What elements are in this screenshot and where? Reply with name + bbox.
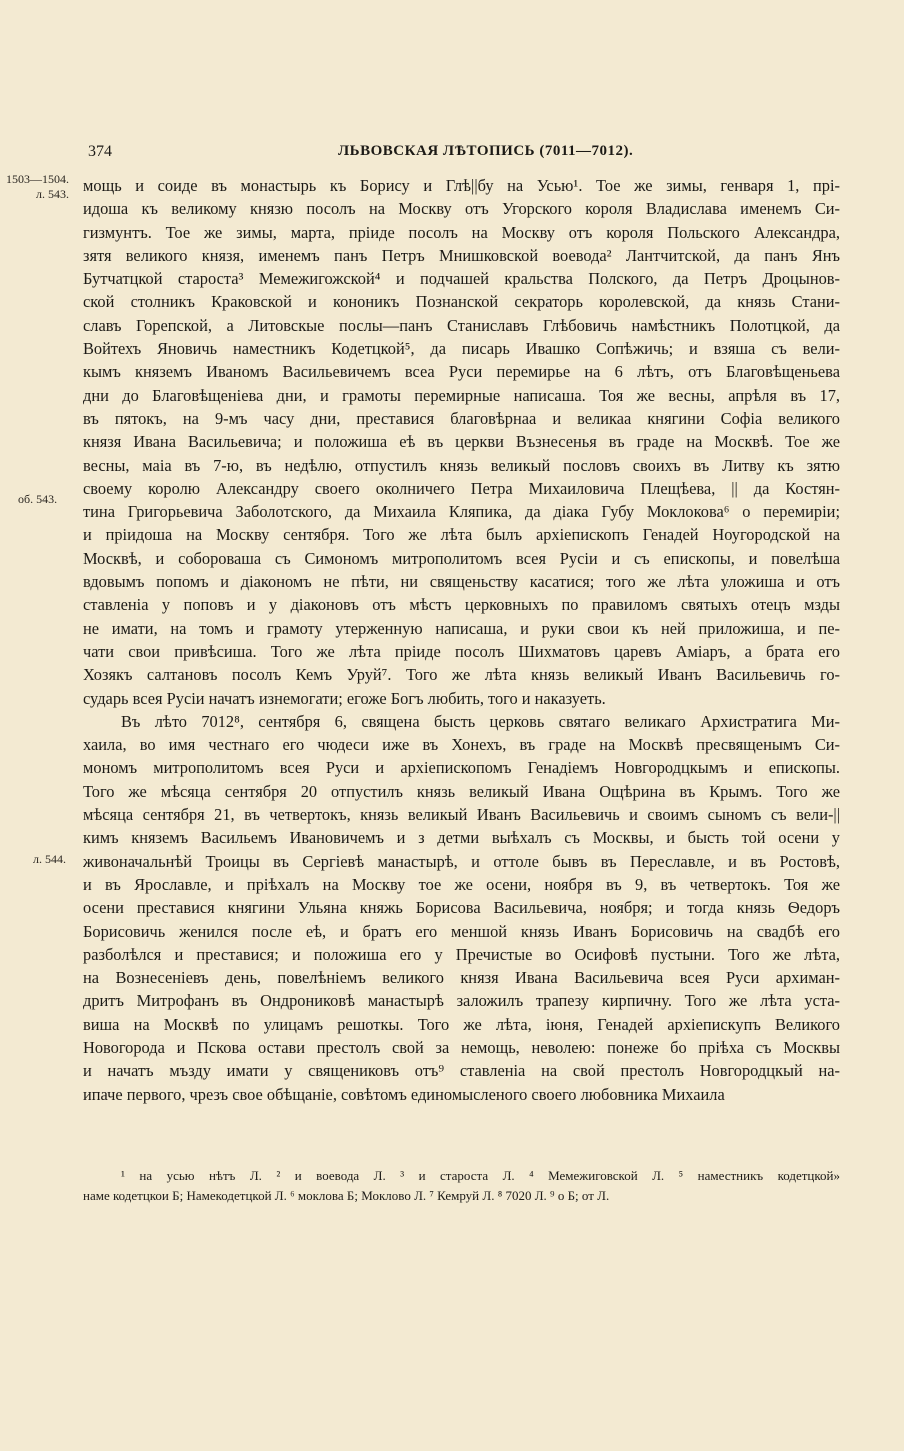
text-line: не имати, на томъ и грамоту утерженную написаша, и руки свои къ ней приложиша, и пе- [83,618,840,638]
text-line: Въ лѣто 7012⁸, сентября 6, священа бысть церковь святаго великаго Архистратига Ми- [121,711,840,731]
text-line: весны, маіа въ 7-ю, въ недѣлю, отпустилъ князь великый пословъ своихъ въ Литву къ зятю [83,455,840,475]
text-line: мономъ митрополитомъ всея Руси и архіепископомъ Генадіемъ Новгородцкымъ и епископы. [83,758,840,778]
footnote-line: ¹ на усью нѣтъ Л. ² и воевода Л. ³ и староста Л. ⁴ Мемежиговской Л. ⁵ наместникъ кодетцкой» [121,1168,840,1183]
text-line: и пріидоша на Москву сентября. Того же лѣта былъ архіепископъ Генадей Ноугородской на [83,525,840,545]
page-header [88,143,824,165]
body-text [83,174,840,1106]
text-line: дритъ Митрофанъ въ Ондрониковѣ манастырѣ заложилъ трапезу кирпичну. Того же лѣта уста- [83,991,840,1011]
text-line: кымъ княземъ Иваномъ Васильевичемъ всеа Руси перемирье на 6 лѣтъ, отъ Благовѣщеньева [83,362,840,382]
margin-leaf-543: л. 543. [36,187,69,201]
text-line: князя Ивана Васильевича; и положиша еѣ въ церкви Възнесенья въ граде на Москвѣ. Тое же [83,432,840,452]
text-line: Борисовичь женился после еѣ, и братъ его меншой князь Иванъ Борисовичь на свадбѣ его [83,921,840,941]
text-line: идоша къ великому князю посолъ на Москву отъ Угорского короля Владислава именемъ Си- [83,199,840,219]
text-line: и начатъ мъзду имати у священиковъ отъ⁹ ставленіа на свой престолъ Новгородцкый на- [83,1061,840,1081]
text-line: славъ Горепской, а Литовскые послы—панъ Станиславъ Глѣбовичь намѣстникъ Полотцкой, да [83,315,840,335]
text-line: разболѣлся и преставися; и положиша его у Пречистые во Осифовѣ пустыни. Того же лѣта, [83,944,840,964]
running-head: ЛЬВОВСКАЯ ЛѢТОПИСЬ (7011—7012). [338,143,634,159]
text-line: мощь и соиде въ монастырь къ Борису и Глѣ||бу на Усью¹. Тое же зимы, генваря 1, прі- [83,176,840,195]
text-line: чати свои привѣсиша. Того же лѣта пріиде посолъ Шихматовъ царевъ Аміаръ, а брата его [83,641,840,661]
text-line: ской столникъ Краковской и кононикъ Познанской секраторь королевской, да князь Стани- [83,292,840,312]
text-line: ипаче первого, чрезъ свое обѣщаніе, совѣтомъ единомысленого своего любовника Михаила [83,1084,725,1104]
text-line: осени преставися княгини Ульяна княжь Борисова Васильевича, ноября; и тогда князь Ѳедоръ [83,898,840,918]
text-line: живоначальнѣй Троицы въ Сергіевѣ манастырѣ, и оттоле бывъ въ Переславле, и въ Ростовѣ, [83,851,840,871]
text-line: вдовымъ попомъ и діакономъ не пѣти, ни священьству касатися; того же лѣта уложиша и отъ [83,572,840,592]
text-line: кимъ княземъ Васильемъ Ивановичемъ и з детми выѣхалъ съ Москвы, и бысть той осени у [83,828,840,848]
text-line: Новогорода и Пскова остави престолъ свой за немощь, неволею: понеже бо пріѣха съ Москвы [83,1037,840,1057]
text-line: Того же мѣсяца сентября 20 отпустилъ князь великый Ивана Ощѣрина въ Крымъ. Того же [83,781,840,801]
text-line: и въ Ярославле, и пріѣхалъ на Москву тое же осени, ноября въ 9, въ четвертокъ. Тоя же [83,874,840,894]
text-line: Хозякъ салтановъ посолъ Кемъ Уруй⁷. Того же лѣта князь великый Иванъ Васильевичь го- [83,665,840,685]
text-line: гизмунтъ. Тое же зимы, марта, пріиде посолъ на Москву отъ короля Польского Александра, [83,222,840,242]
margin-leaf-543-verso: об. 543. [18,492,58,506]
margin-year: 1503—1504. [6,172,69,186]
text-line: въ пятокъ, на 9-мъ часу дни, преставися благовѣрнаа и великаа княгини Софіа великого [83,408,840,428]
text-line: Бутчатцкой староста³ Мемежигожской⁴ и подчашей кральства Полского, да Петръ Дроцынов- [83,269,840,289]
text-line: виша на Москвѣ по улицамъ решоткы. Того же лѣта, іюня, Генадей архіепискупъ Великого [83,1014,840,1034]
text-line: хаила, во имя честнаго его чюдеси иже въ Хонехъ, въ граде на Москвѣ пресвященымъ Си- [83,735,840,755]
margin-leaf-544: л. 544. [33,852,66,866]
text-line: дни до Благовѣщеніева дни, и грамоты перемирные написаша. Тоя же весны, апрѣля въ 17, [83,385,840,405]
text-line: сударь всея Русіи начатъ изнемогати; егоже Богъ любить, того и наказуеть. [83,688,606,708]
text-line: мѣсяца сентября 21, въ четвертокъ, князь великый Иванъ Васильевичь и своимъ сыномъ съ вели-|| [83,805,840,825]
text-line: ставленіа у поповъ и у діаконовъ отъ мѣстъ церковныхъ по правиломъ святыхъ отецъ мзды [83,595,840,615]
footnote-line: наме кодетцкои Б; Намекодетцкой Л. ⁶ моклова Б; Моклово Л. ⁷ Кемруй Л. ⁸ 7020 Л. ⁹ о Б; от Л. [83,1188,610,1203]
text-line: тина Григорьевича Заболотского, да Михаила Кляпика, да діака Губу Моклокова⁶ о перемиріи; [83,502,840,522]
text-line: зятя великого князя, именемъ панъ Петръ Мнишковской воевода² Лантчитской, да панъ Янъ [83,245,840,265]
text-line: Москвѣ, и собороваша съ Симономъ митрополитомъ всея Русіи и съ епископы, и повелѣша [83,548,840,568]
page-number: 374 [88,143,112,160]
text-line: Войтехъ Яновичь наместникъ Кодетцкой⁵, да писарь Ивашко Сопѣжичь; и взяша съ вели- [83,339,840,359]
text-line: на Вознесеніевъ день, повелѣніемъ великого князя Ивана Васильевича всея Руси архиман- [83,968,840,988]
text-line: своему королю Александру своего околничего Петра Михаиловича Плещѣева, || да Костян- [83,478,840,498]
footnotes [83,1166,840,1206]
